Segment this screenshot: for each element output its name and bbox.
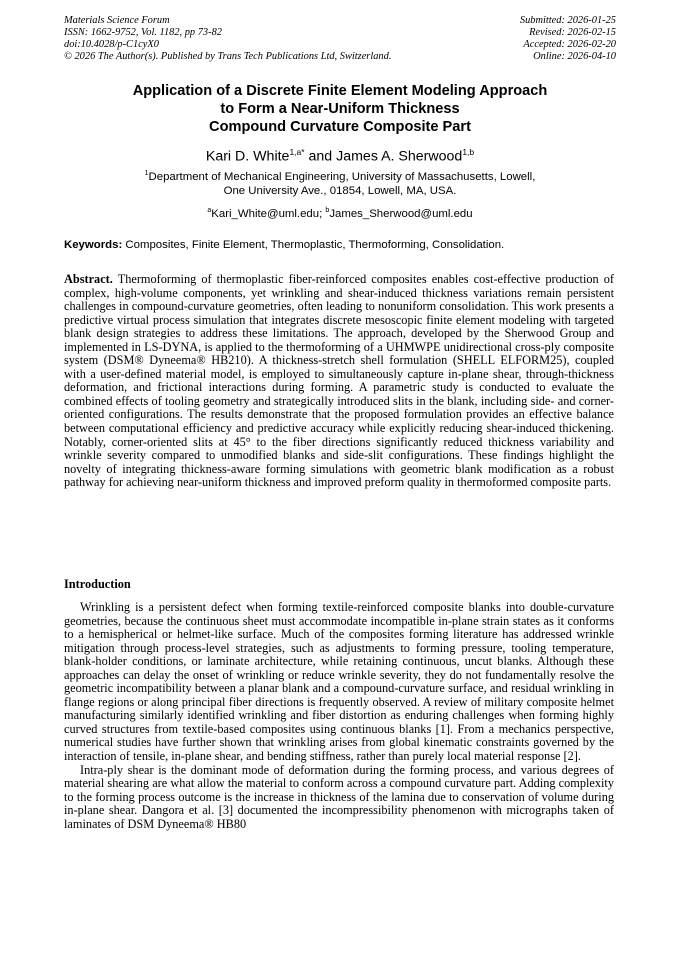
affiliation [64,167,616,199]
introduction-paragraph-1: Wrinkling is a persistent defect when forming textile-reinforced composite blanks into double-curvature geometries, because the continuous sheet must accommodate incompatible in-plane strain states as it conforms to a hemispherical or helmet-like surface. Much of the composites forming literature has addressed wrinkle mitigation through process-level strategies, such as adjustments to forming pressure, tooling temperature, blank-holder conditions, or laminate architecture, while retaining continuous, uncut blanks. Although these approaches can delay the onset of wrinkling or reduce wrinkle severity, they do not fundamentally resolve the geometric incompatibility between a planar blank and a compound-curvature surface, and residual wrinkling in flange regions or along principal fiber directions is frequently observed. A review of military composite helmet manufacturing similarly identified wrinkling and fiber distortion as enduring challenges when forming highly curved structures from textile-based composites using continuous blanks [1]. From a mechanics perspective, numerical studies have further shown that wrinkling arises from global kinematic constraints governed by the interaction of tensile, in-plane shear, and bending stiffness, rather than purely local material response [2]. [64,600,614,764]
author-list [64,143,616,166]
author-conjunction: and [304,148,337,165]
abstract [64,273,614,490]
author-1: Kari D. White [205,148,290,165]
submitted-date: Submitted: 2026-01-25 [519,15,616,26]
email-a-mark: a [207,207,212,214]
online-date: Online: 2026-04-10 [533,51,616,62]
keywords-label: Keywords: [64,239,123,251]
abstract-label: Abstract. [64,272,113,286]
affiliation-mark: 1 [144,170,149,177]
journal-doi[interactable]: doi:10.4028/p-C1cyX0 [64,39,159,50]
accepted-date: Accepted: 2026-02-20 [523,39,616,50]
paper-title [64,82,616,136]
affiliation-line-2: One University Ave., 01854, Lowell, MA, USA. [223,185,457,198]
journal-issn: ISSN: 1662-9752, Vol. 1182, pp 73-82 [64,27,222,38]
dates-header [520,15,616,63]
keywords-text: Composites, Finite Element, Thermoplastic, Thermoforming, Consolidation. [122,239,505,251]
affiliation-line-1: Department of Mechanical Engineering, University of Massachusetts, Lowell, [148,170,536,183]
title-line-2: to Form a Near-Uniform Thickness [220,101,460,117]
email-author-1[interactable]: Kari_White@uml.edu; [211,207,326,220]
introduction-heading: Introduction [64,577,131,591]
introduction-paragraph-2: Intra-ply shear is the dominant mode of deformation during the forming process, and various degrees of material shearing are what allow the material to conform across a compound curvature part. Adding complexity to the forming process outcome is the increase in thickness of the lamina due to conservation of volume during in-plane shear. Dangora et al. [3] documented the incompressibility phenomenon with micrographs taken of laminates of DSM Dyneema® HB80 [64,762,614,831]
copyright-notice: © 2026 The Author(s). Published by Trans Tech Publications Ltd, Switzerland. [64,51,392,62]
author-1-affiliation-mark: 1,a* [289,147,305,157]
journal-name: Materials Science Forum [64,15,170,26]
title-line-1: Application of a Discrete Finite Element Modeling Approach [132,83,548,99]
author-emails [64,204,616,221]
author-2: James A. Sherwood [336,148,463,165]
keywords [64,238,616,252]
abstract-text: Thermoforming of thermoplastic fiber-reinforced composites enables cost-effective production of complex, high-volume components, yet wrinkling and shear-induced thickness variations remain persistent challenges in compound-curvature geometries, often leading to nonuniform consolidation. This work presents a predictive virtual process simulation that integrates discrete mesoscopic finite element modeling with targeted blank design strategies to address these limitations. The approach, developed by the Sherwood Group and implemented in LS-DYNA, is applied to the thermoforming of a UHMWPE unidirectional cross-ply composite system (DSM® Dyneema® HB210). A thickness-stretch shell formulation (SHELL ELFORM25), coupled with a user-defined material model, is employed to simultaneously capture in-plane shear, through-thickness deformation, and frictional interactions during forming. A parametric study is conducted to evaluate the combined effects of tooling geometry and strategically introduced slits in the blank, including side- and corner-oriented configurations. The results demonstrate that the proposed formulation provides an effective balance between computational efficiency and predictive accuracy while explicitly reducing shear-induced thickening. Notably, corner-oriented slits at 45° to the fiber directions significantly reduced thickness variability and wrinkle severity compared to unmodified blanks and side-slit configurations. These findings highlight the novelty of integrating thickness-aware forming simulations with geometric blank modification as a robust pathway for achieving near-uniform thickness and improved preform quality in thermoformed composite parts. [64,272,614,490]
introduction-body [64,601,614,831]
journal-header [64,15,391,63]
email-author-2[interactable]: James_Sherwood@uml.edu [329,207,473,220]
title-line-3: Compound Curvature Composite Part [209,119,471,135]
email-b-mark: b [325,207,330,214]
author-2-affiliation-mark: 1,b [462,147,475,157]
revised-date: Revised: 2026-02-15 [529,27,616,38]
